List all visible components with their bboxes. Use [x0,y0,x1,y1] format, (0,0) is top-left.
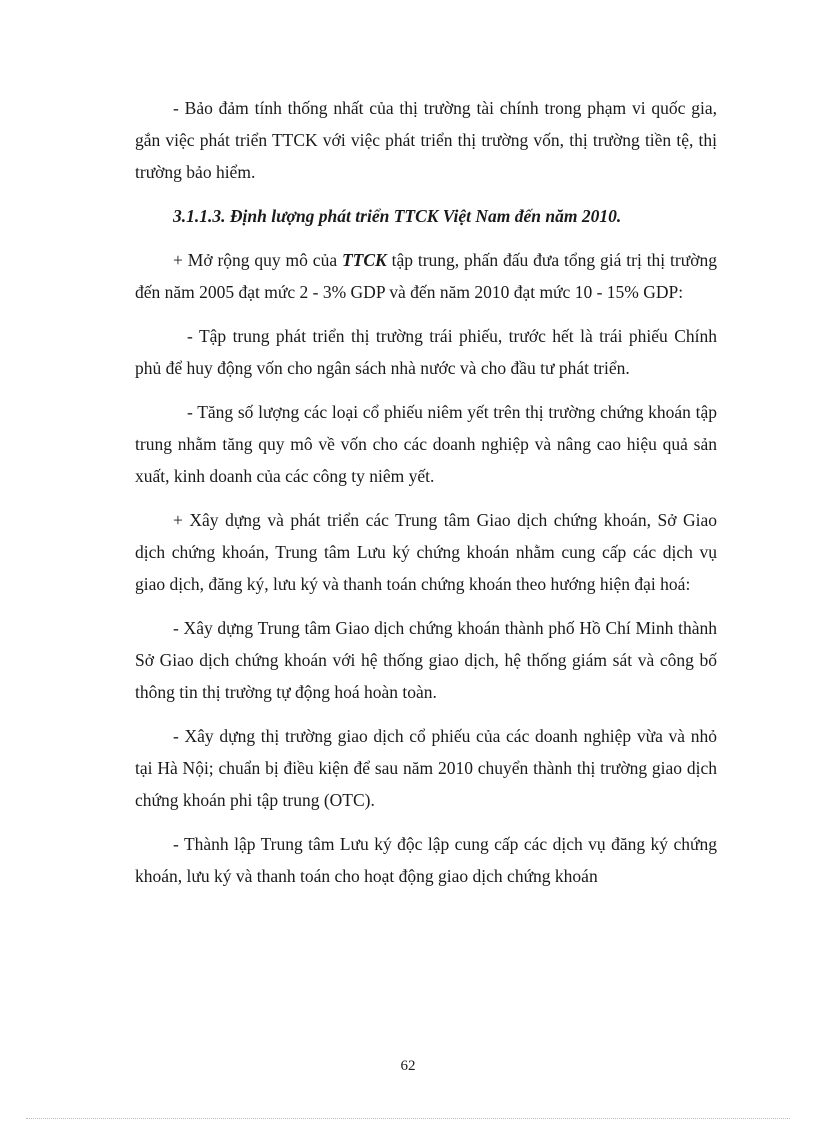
section-heading: 3.1.1.3. Định lượng phát triển TTCK Việt Nam đến năm 2010. [173,206,622,226]
paragraph-listed-stocks: - Tăng số lượng các loại cổ phiếu niêm yết trên thị trường chứng khoán tập trung nhằm tăng quy mô về vốn cho các doanh nghiệp và nâng cao hiệu quả sản xuất, kinh doanh của các công ty niêm yết. [135,402,717,486]
paragraph-depository-center: - Thành lập Trung tâm Lưu ký độc lập cung cấp các dịch vụ đăng ký chứng khoán, lưu ký và thanh toán cho hoạt động giao dịch chứng khoán [135,834,717,886]
paragraph-expand-scale-after: tập trung, phấn đấu đưa tổng giá trị thị trường đến năm 2005 đạt mức 2 - 3% GDP và đến năm 2010 đạt mức 10 - 15% GDP: [135,250,717,302]
page-content [135,92,717,904]
paragraph-trading-centers: + Xây dựng và phát triển các Trung tâm Giao dịch chứng khoán, Sở Giao dịch chứng khoán, Trung tâm Lưu ký chứng khoán nhằm cung cấp các dịch vụ giao dịch, đăng ký, lưu ký và thanh toán chứng khoán theo hướng hiện đại hoá: [135,510,717,594]
paragraph-expand-scale [135,244,717,308]
paragraph-financial-market-unity: - Bảo đảm tính thống nhất của thị trường tài chính trong phạm vi quốc gia, gắn việc phát triển TTCK với việc phát triển thị trường vốn, thị trường tiền tệ, thị trường bảo hiểm. [135,98,717,182]
page-number: 62 [400,1058,416,1074]
paragraph-hanoi-otc: - Xây dựng thị trường giao dịch cổ phiếu của các doanh nghiệp vừa và nhỏ tại Hà Nội; chuẩn bị điều kiện để sau năm 2010 chuyển thành thị trường giao dịch chứng khoán phi tập trung (OTC). [135,726,717,810]
paragraph-hcmc-exchange: - Xây dựng Trung tâm Giao dịch chứng khoán thành phố Hồ Chí Minh thành Sở Giao dịch chứng khoán với hệ thống giao dịch, hệ thống giám sát và công bố thông tin thị trường tự động hoá hoàn toàn. [135,618,717,702]
paragraph-bond-market: - Tập trung phát triển thị trường trái phiếu, trước hết là trái phiếu Chính phủ để huy động vốn cho ngân sách nhà nước và cho đầu tư phát triển. [135,326,717,378]
footer-divider [26,1118,790,1119]
paragraph-expand-scale-before: + Mở rộng quy mô của [173,250,342,270]
ttck-emphasis: TTCK [341,250,387,270]
